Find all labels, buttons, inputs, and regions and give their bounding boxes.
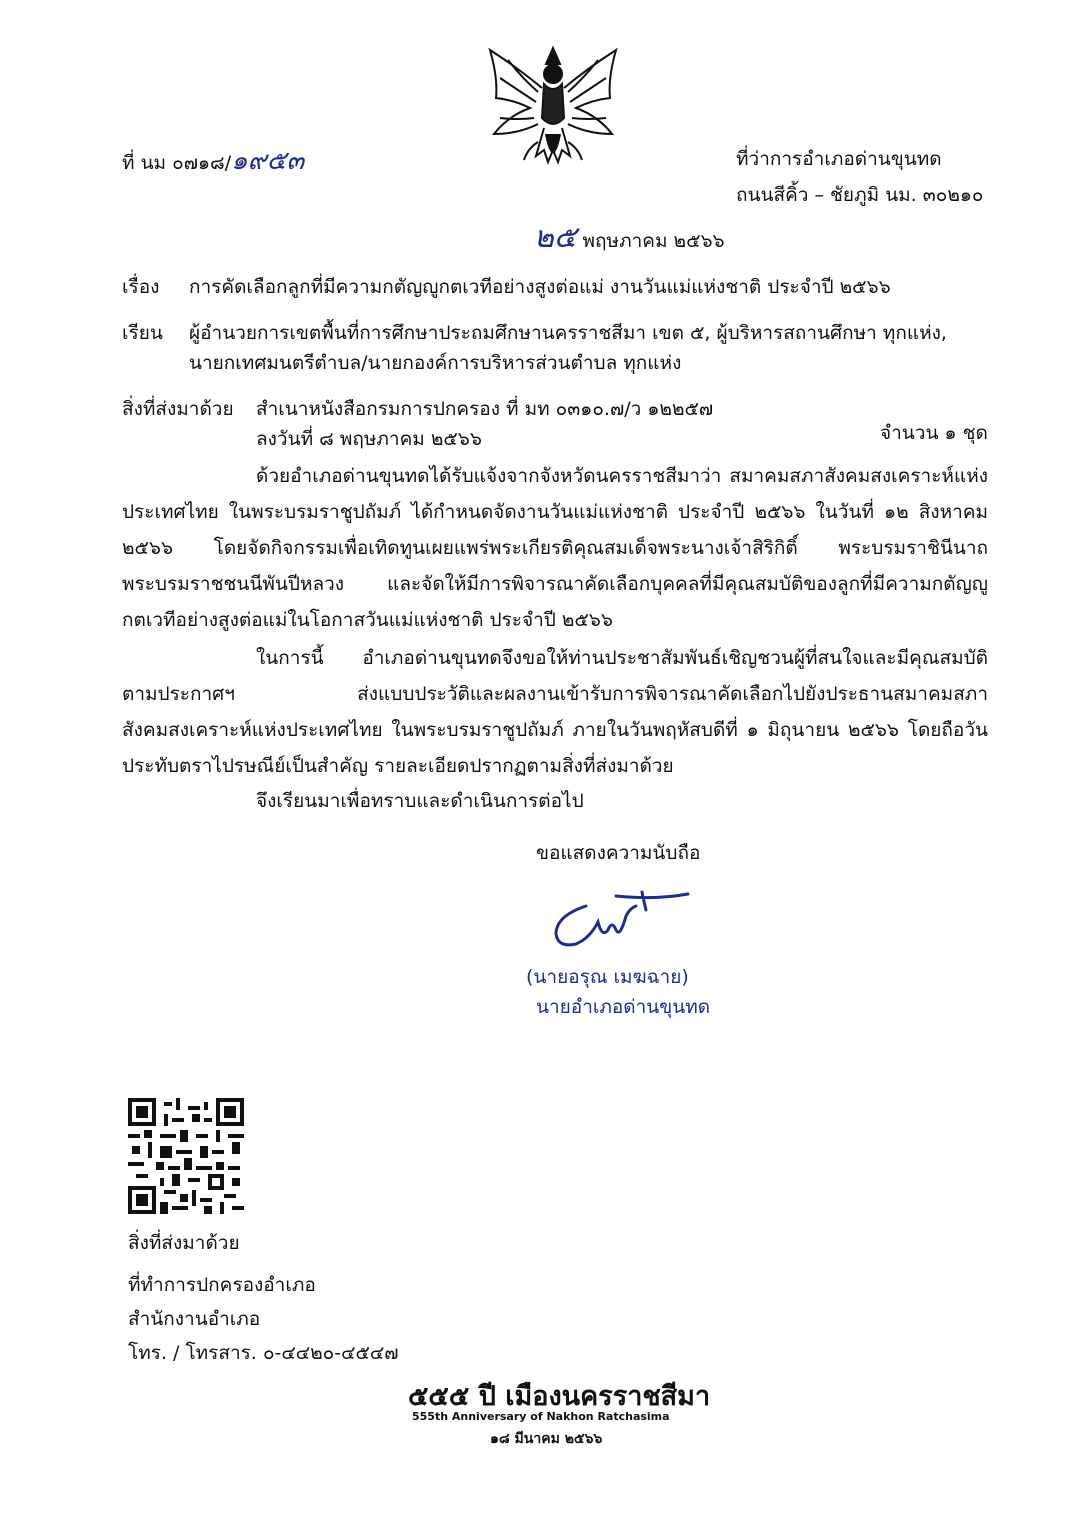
footer-district-office: สำนักงานอำเภอ (128, 1308, 261, 1330)
footer-office: ที่ทำการปกครองอำเภอ (128, 1274, 316, 1296)
reference-prefix: ที่ นม ๐๗๑๘/ (122, 152, 232, 174)
sender-address: ถนนสีคิ้ว – ชัยภูมิ นม. ๓๐๒๑๐ (736, 184, 984, 206)
subject-label: เรื่อง (122, 276, 160, 298)
sender-office: ที่ว่าการอำเภอด่านขุนทด (736, 148, 942, 170)
qr-code-icon (128, 1098, 244, 1214)
signer-name: (นายอรุณ เมฆฉาย) (526, 966, 689, 988)
enclosure-line-2: ลงวันที่ ๘ พฤษภาคม ๒๕๖๖ (256, 428, 482, 450)
body-paragraph-2 (122, 640, 988, 784)
garuda-emblem-icon (478, 38, 628, 178)
paragraph-1-text: ด้วยอำเภอด่านขุนทดได้รับแจ้งจากจังหวัดนครราชสีมาว่า สมาคมสภาสังคมสงเคราะห์แห่งประเทศไทย ในพระบรมราชูปถัมภ์ ได้กำหนดจัดงานวันแม่แห่งชาติ ประจำปี ๒๕๖๖ ในวันที่ ๑๒ สิงหาคม ๒๕๖๖ โดยจัดกิจกรรมเพื่อเทิดทูนเผยแพร่พระเกียรติคุณสมเด็จพระนางเจ้าสิริกิติ์ พระบรมราชินีนาถ พระบรมราชชนนีพันปีหลวง และจัดให้มีการพิจารณาคัดเลือกบุคคลที่มีคุณสมบัติของลูกที่มีความกตัญญูกตเวทีอย่างสูงต่อแม่ในโอกาสวันแม่แห่งชาติ ประจำปี ๒๕๖๖ (122, 465, 988, 631)
enclosure-line-1: สำเนาหนังสือกรมการปกครอง ที่ มท ๐๓๑๐.๗/ว ๑๒๒๕๗ (256, 398, 714, 420)
footer-enclosure-label: สิ่งที่ส่งมาด้วย (128, 1232, 240, 1254)
date-month-year: พฤษภาคม ๒๕๖๖ (582, 230, 725, 252)
signer-title: นายอำเภอด่านขุนทด (536, 996, 711, 1018)
anniversary-date: ๑๘ มีนาคม ๒๕๖๖ (490, 1431, 603, 1447)
anniversary-title: ๕๕๕ ปี เมืองนครราชสีมา (408, 1381, 711, 1412)
letter-date (534, 214, 725, 261)
subject-text: การคัดเลือกลูกที่มีความกตัญญูกตเวทีอย่างสูงต่อแม่ งานวันแม่แห่งชาติ ประจำปี ๒๕๖๖ (189, 276, 891, 298)
body-paragraph-1 (122, 458, 988, 638)
enclosure-quantity: จำนวน ๑ ชุด (880, 422, 988, 444)
to-line-2: นายกเทศมนตรีตำบล/นายกองค์การบริหารส่วนตำบล ทุกแห่ง (189, 352, 682, 374)
to-line-1: ผู้อำนวยการเขตพื้นที่การศึกษาประถมศึกษานครราชสีมา เขต ๕, ผู้บริหารสถานศึกษา ทุกแห่ง, (189, 322, 947, 344)
closing-request: จึงเรียนมาเพื่อทราบและดำเนินการต่อไป (256, 790, 584, 812)
closing-salutation: ขอแสดงความนับถือ (536, 842, 701, 864)
date-day-handwritten: ๒๕ (534, 220, 577, 255)
enclosure-label: สิ่งที่ส่งมาด้วย (122, 398, 234, 420)
footer-phone: โทร. / โทรสาร. ๐-๔๔๒๐-๔๕๔๗ (128, 1342, 399, 1364)
anniversary-subtitle: 555th Anniversary of Nakhon Ratchasima (412, 1410, 670, 1423)
reference-number-handwritten: ๑๙๕๓ (231, 146, 305, 176)
to-label: เรียน (122, 322, 163, 344)
reference-number (122, 140, 304, 181)
paragraph-2-text: ในการนี้ อำเภอด่านขุนทดจึงขอให้ท่านประชาสัมพันธ์เชิญชวนผู้ที่สนใจและมีคุณสมบัติตามประกาศฯ ส่งแบบประวัติและผลงานเข้ารับการพิจารณาคัดเลือกไปยังประธานสมาคมสภาสังคมสงเคราะห์แห่งประเทศไทย ในพระบรมราชูปถัมภ์ ภายในวันพฤหัสบดีที่ ๑ มิถุนายน ๒๕๖๖ โดยถือวันประทับตราไปรษณีย์เป็นสำคัญ รายละเอียดปรากฏตามสิ่งที่ส่งมาด้วย (122, 647, 988, 777)
signature-icon (546, 886, 696, 956)
